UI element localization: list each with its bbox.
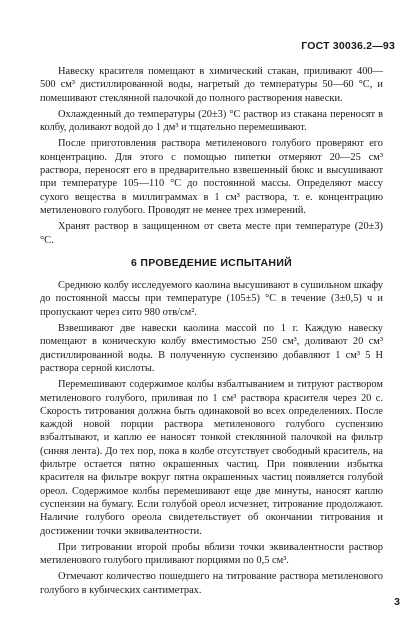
document-header: ГОСТ 30036.2—93 xyxy=(301,40,395,52)
document-body xyxy=(40,65,383,600)
paragraph: Взвешивают две навески каолина массой по 1 г. Каждую навеску помещают в коническую колбу вместимостью 250 см³, доливают 20 см³ дистиллированной воды. В полученную суспензию добавляют 1 см³ 5 Н раствора серной кислоты. xyxy=(40,323,383,374)
paragraph: При титровании второй пробы вблизи точки эквивалентности раствор метиленового голубого приливают порциями по 0,5 см³. xyxy=(40,541,383,567)
paragraph: Навеску красителя помещают в химический стакан, приливают 400—500 см³ дистиллированной воды, нагретый до температуры 50—60 °С, и помешивают стеклянной палочкой до полного растворения навески. xyxy=(40,66,383,104)
paragraph: После приготовления раствора метиленового голубого проверяют его концентрацию. Для этого с помощью пипетки отмеряют 20—25 см³ раствора, переносят его в предварительно взвешенный бюкс и высушивают при температуре 105—110 °С до постоянной массы. Определяют массу сухого вещества в миллиграммах в 1 см³ раствора, т. е. концентрацию метиленового голубого. Проводят не менее трех измерений. xyxy=(40,138,383,216)
paragraph: Среднюю колбу исследуемого каолина высушивают в сушильном шкафу до постоянной массы при температуре (105±5) °С в течение (3±0,5) ч и пропускают через сито 980 отв/см². xyxy=(40,280,383,318)
paragraph: Охлажденный до температуры (20±3) °С раствор из стакана переносят в колбу, доливают водой до 1 дм³ и тщательно перемешивают. xyxy=(40,108,383,134)
paragraph: Перемешивают содержимое колбы взбалтыванием и титруют раствором метиленового голубого, приливая по 1 см³ раствора красителя через 20 с. Скорость титрования должна быть одинаковой во всех определениях. После каждой новой порции раствора метиленового голубого суспензию взбалтывают, и каплю ее наносят тонкой стеклянной палочкой на фильтр (синяя лента). До тех пор, пока в колбе отсутствует свободный краситель, на фильтре остается пятно окрашенных частиц. При появлении избытка красителя на фильтре вокруг пятна окрашенных частиц появляется голубой ореол. Содержимое колбы перемешивают еще две минуты, наносят каплю суспензии на бумагу. Если голубой ореол исчезнет, титрование продолжают. Наличие голубого ореола свидетельствует об окончании титрования и достижении точки эквивалентности. xyxy=(40,379,383,537)
paragraph: Хранят раствор в защищенном от света месте при температуре (20±3) °С. xyxy=(40,221,383,246)
section-heading: 6 ПРОВЕДЕНИЕ ИСПЫТАНИЙ xyxy=(130,256,293,269)
paragraph: Отмечают количество пошедшего на титрование раствора метиленового голубого в кубических сантиметрах. xyxy=(40,571,383,596)
page-number: 3 xyxy=(394,596,400,608)
